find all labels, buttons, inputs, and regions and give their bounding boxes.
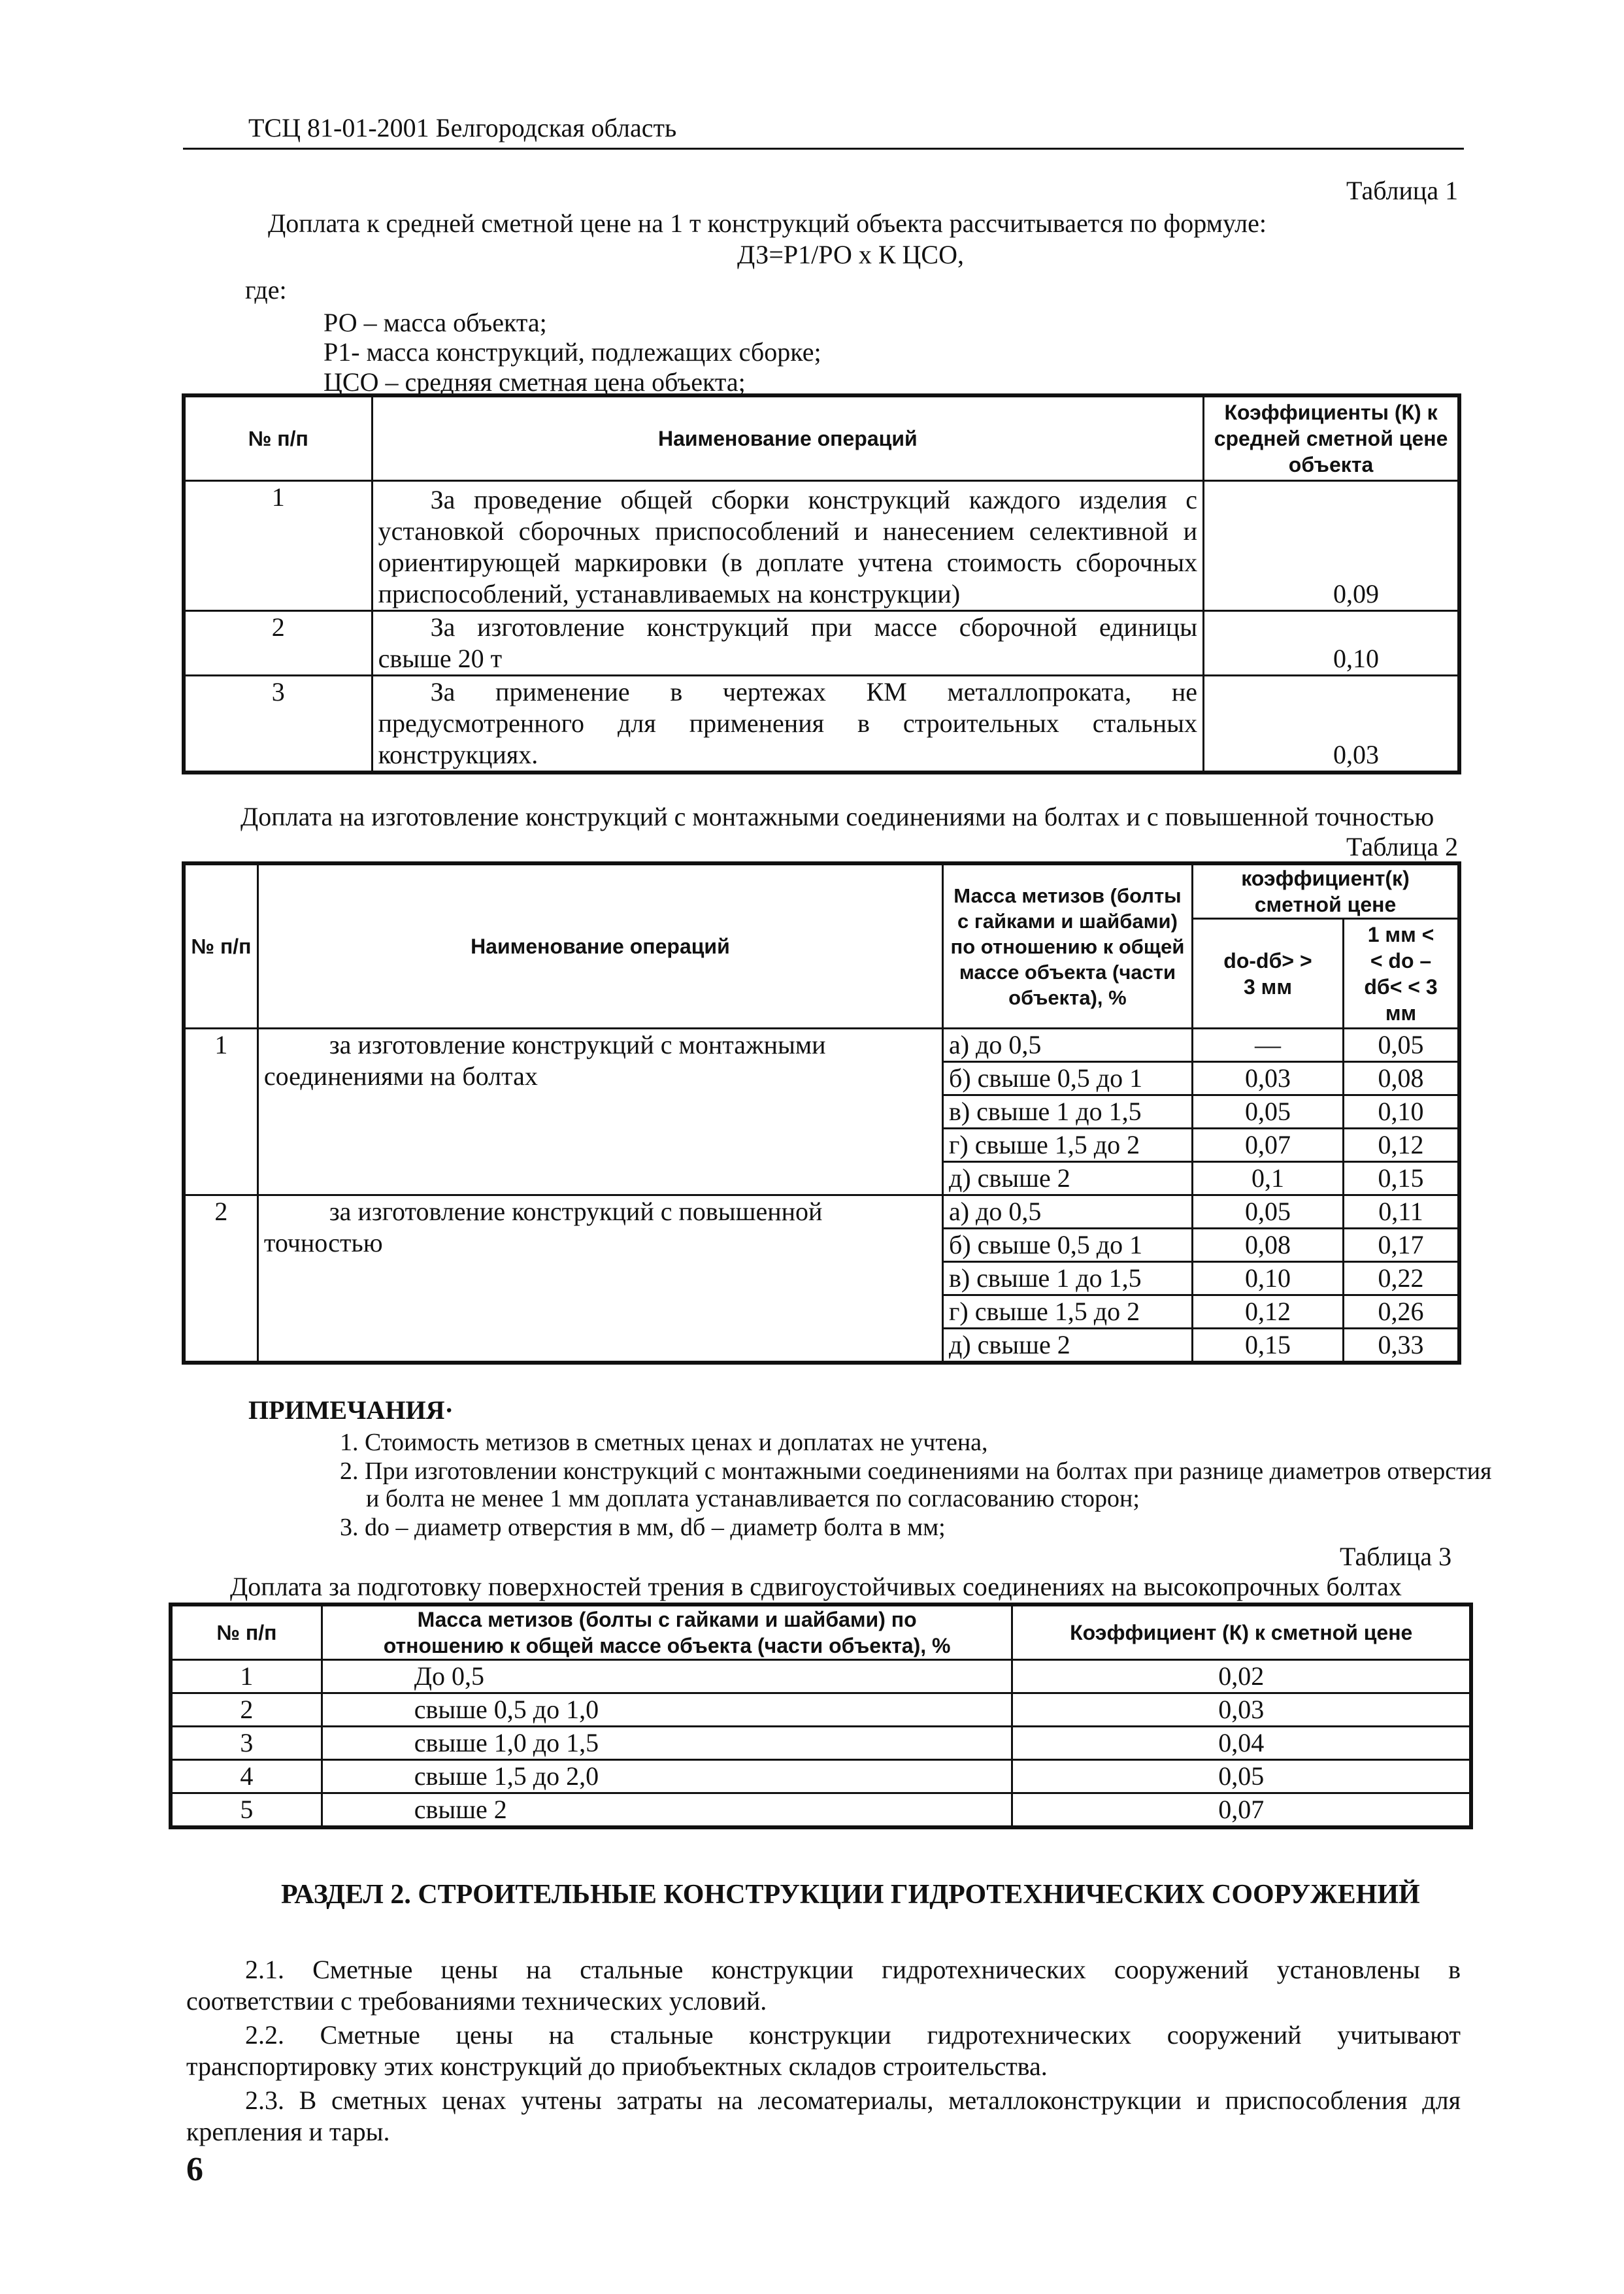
mass-range: свыше 2 xyxy=(322,1793,1012,1828)
paragraph-2-1-continued: соответствии с требованиями технических условий. xyxy=(186,1986,767,2016)
table1-intro: Доплата к средней сметной цене на 1 т конструкций объекта рассчитывается по формуле: xyxy=(268,208,1267,238)
operation-line: ориентирующей маркировки (в доплате учтена стоимость сборочных xyxy=(378,547,1198,577)
mass-range: д) свыше 2 xyxy=(942,1329,1192,1363)
table-row xyxy=(171,1727,1471,1760)
coef-value-1: 0,03 xyxy=(1192,1062,1343,1095)
table3-header-row xyxy=(171,1604,1471,1660)
coef-value-2: 0,08 xyxy=(1344,1062,1459,1095)
table2-header-num: № п/п xyxy=(184,863,257,1029)
table-row xyxy=(184,610,1459,675)
paragraph-2-2-continued: транспортировку этих конструкций до приобъектных складов строительства. xyxy=(186,2052,1048,2081)
coef-value-1: 0,05 xyxy=(1192,1195,1343,1229)
operation-line: за изготовление конструкций с монтажными xyxy=(329,1030,826,1059)
coef-value-2: 0,11 xyxy=(1344,1195,1459,1229)
mass-range: г) свыше 1,5 до 2 xyxy=(942,1295,1192,1329)
coef-value-1: 0,1 xyxy=(1192,1162,1343,1195)
operation-line: точностью xyxy=(263,1228,383,1257)
coefficient-value: 0,05 xyxy=(1012,1760,1471,1793)
coef-value-2: 0,15 xyxy=(1344,1162,1459,1195)
coefficient-value: 0,03 xyxy=(1204,675,1459,773)
table-row xyxy=(184,675,1459,773)
mass-range: в) свыше 1 до 1,5 xyxy=(942,1262,1192,1295)
operation-line: установкой сборочных приспособлений и нанесением селективной и xyxy=(378,516,1198,546)
definition-p1: Р1- масса конструкций, подлежащих сборке; xyxy=(323,337,821,367)
mass-range: б) свыше 0,5 до 1 xyxy=(942,1062,1192,1095)
coef-value-1: 0,07 xyxy=(1192,1129,1343,1162)
table2-title: Доплата на изготовление конструкций с монтажными соединениями на болтах и с повышенной точностью xyxy=(240,802,1434,831)
coefficient-value: 0,07 xyxy=(1012,1793,1471,1828)
table-1 xyxy=(182,393,1461,774)
table1-header-row xyxy=(184,395,1459,480)
table1-header-num: № п/п xyxy=(184,395,372,480)
table1-header-coef: Коэффициенты (К) к средней сметной цене объекта xyxy=(1204,395,1459,480)
row-number: 3 xyxy=(171,1727,322,1760)
row-number: 5 xyxy=(171,1793,322,1828)
coef-value-1: 0,08 xyxy=(1192,1229,1343,1262)
table3-title: Доплата за подготовку поверхностей трения в сдвигоустойчивых соединениях на высокопрочных болтах xyxy=(230,1572,1402,1601)
row-number: 2 xyxy=(171,1693,322,1727)
operation-name xyxy=(372,610,1203,675)
formula: ДЗ=Р1/РО х К ЦСО, xyxy=(737,240,964,269)
running-header: ТСЦ 81-01-2001 Белгородская область xyxy=(248,113,677,142)
page-number: 6 xyxy=(186,2151,203,2188)
coef-value-2: 0,05 xyxy=(1344,1029,1459,1062)
row-number: 4 xyxy=(171,1760,322,1793)
coefficient-value: 0,10 xyxy=(1204,610,1459,675)
operation-name xyxy=(257,1195,942,1363)
table1-header-name: Наименование операций xyxy=(372,395,1203,480)
coef-value-1: — xyxy=(1192,1029,1343,1062)
table3-label: Таблица 3 xyxy=(1340,1542,1452,1571)
table2-header-row xyxy=(184,863,1459,919)
operation-line: приспособлений, устанавливаемых на конструкции) xyxy=(378,578,961,608)
coef-value-2: 0,10 xyxy=(1344,1095,1459,1129)
operation-line: За изготовление конструкций при массе сборочной единицы xyxy=(430,612,1198,642)
mass-range: а) до 0,5 xyxy=(942,1029,1192,1062)
table-row xyxy=(171,1760,1471,1793)
coefficient-value: 0,03 xyxy=(1012,1693,1471,1727)
operation-line: свыше 20 т xyxy=(378,643,503,673)
table1-label: Таблица 1 xyxy=(1346,176,1459,205)
mass-range: б) свыше 0,5 до 1 xyxy=(942,1229,1192,1262)
coef-value-2: 0,12 xyxy=(1344,1129,1459,1162)
coefficient-value: 0,04 xyxy=(1012,1727,1471,1760)
table3-header-coef: Коэффициент (К) к сметной цене xyxy=(1012,1604,1471,1660)
mass-range: а) до 0,5 xyxy=(942,1195,1192,1229)
table2-header-mass: Масса метизов (болты с гайками и шайбами) по отношению к общей массе объекта (части объекта), % xyxy=(942,863,1192,1029)
mass-range: свыше 1,0 до 1,5 xyxy=(322,1727,1012,1760)
coef-value-2: 0,22 xyxy=(1344,1262,1459,1295)
operation-name xyxy=(372,480,1203,610)
table2-subheader-1: do-dб> > 3 мм xyxy=(1192,919,1343,1029)
coef-value-2: 0,33 xyxy=(1344,1329,1459,1363)
row-number: 2 xyxy=(184,1195,257,1363)
mass-range: д) свыше 2 xyxy=(942,1162,1192,1195)
coef-value-1: 0,15 xyxy=(1192,1329,1343,1363)
table3-header-num: № п/п xyxy=(171,1604,322,1660)
table-row xyxy=(184,480,1459,610)
operation-line: За проведение общей сборки конструкций каждого изделия с xyxy=(430,484,1198,514)
where-label: где: xyxy=(245,275,287,305)
paragraph-2-1: 2.1. Сметные цены на стальные конструкции гидротехнических сооружений установлены в xyxy=(245,1955,1461,1984)
note-1: 1. Стоимость метизов в сметных ценах и доплатах не учтена, xyxy=(340,1429,988,1456)
operation-line: предусмотренного для применения в строительных стальных xyxy=(378,708,1198,738)
coef-value-1: 0,05 xyxy=(1192,1095,1343,1129)
mass-range: в) свыше 1 до 1,5 xyxy=(942,1095,1192,1129)
operation-name xyxy=(257,1029,942,1195)
mass-range: г) свыше 1,5 до 2 xyxy=(942,1129,1192,1162)
mass-range: свыше 1,5 до 2,0 xyxy=(322,1760,1012,1793)
notes-title: ПРИМЕЧАНИЯ· xyxy=(248,1395,454,1425)
table-3 xyxy=(169,1603,1473,1829)
table2-subheader-2: 1 мм < < do – dб< < 3 мм xyxy=(1344,919,1459,1029)
note-2: 2. При изготовлении конструкций с монтажными соединениями на болтах при разнице диаметров отверстия xyxy=(340,1457,1492,1485)
coefficient-value: 0,09 xyxy=(1204,480,1459,610)
operation-line: соединениями на болтах xyxy=(263,1061,538,1091)
section-heading: РАЗДЕЛ 2. СТРОИТЕЛЬНЫЕ КОНСТРУКЦИИ ГИДРОТЕХНИЧЕСКИХ СООРУЖЕНИЙ xyxy=(281,1880,1420,1910)
paragraph-2-2: 2.2. Сметные цены на стальные конструкции гидротехнических сооружений учитывают xyxy=(245,2020,1461,2050)
table3-header-mass: Масса метизов (болты с гайками и шайбами) по отношению к общей массе объекта (части объекта), % xyxy=(322,1604,1012,1660)
table-row xyxy=(184,1195,1459,1229)
row-number: 2 xyxy=(184,610,372,675)
definition-ro: РО – масса объекта; xyxy=(323,308,547,337)
operation-line: за изготовление конструкций с повышенной xyxy=(329,1197,823,1226)
coef-value-1: 0,12 xyxy=(1192,1295,1343,1329)
operation-name xyxy=(372,675,1203,773)
mass-range: свыше 0,5 до 1,0 xyxy=(322,1693,1012,1727)
note-3: 3. do – диаметр отверстия в мм, dб – диаметр болта в мм; xyxy=(340,1514,946,1541)
table-row xyxy=(171,1793,1471,1828)
mass-range: До 0,5 xyxy=(322,1660,1012,1693)
row-number: 3 xyxy=(184,675,372,773)
table2-label: Таблица 2 xyxy=(1346,832,1459,861)
table-2 xyxy=(182,861,1461,1365)
table-row xyxy=(171,1660,1471,1693)
coef-value-2: 0,26 xyxy=(1344,1295,1459,1329)
operation-line: За применение в чертежах КМ металлопроката, не xyxy=(430,676,1198,706)
note-2-continued: и болта не менее 1 мм доплата устанавливается по согласованию сторон; xyxy=(366,1485,1140,1512)
header-rule xyxy=(183,148,1464,150)
coef-value-1: 0,10 xyxy=(1192,1262,1343,1295)
row-number: 1 xyxy=(184,1029,257,1195)
paragraph-2-3: 2.3. В сметных ценах учтены затраты на лесоматериалы, металлоконструкции и приспособления для xyxy=(245,2086,1461,2115)
definition-cso: ЦСО – средняя сметная цена объекта; xyxy=(323,367,746,397)
table-row xyxy=(171,1693,1471,1727)
table2-header-name: Наименование операций xyxy=(257,863,942,1029)
row-number: 1 xyxy=(184,480,372,610)
operation-line: конструкциях. xyxy=(378,739,539,769)
table-row xyxy=(184,1029,1459,1062)
coefficient-value: 0,02 xyxy=(1012,1660,1471,1693)
row-number: 1 xyxy=(171,1660,322,1693)
paragraph-2-3-continued: крепления и тары. xyxy=(186,2117,390,2146)
coef-value-2: 0,17 xyxy=(1344,1229,1459,1262)
table2-header-coef: коэффициент(к) сметной цене xyxy=(1192,863,1459,919)
